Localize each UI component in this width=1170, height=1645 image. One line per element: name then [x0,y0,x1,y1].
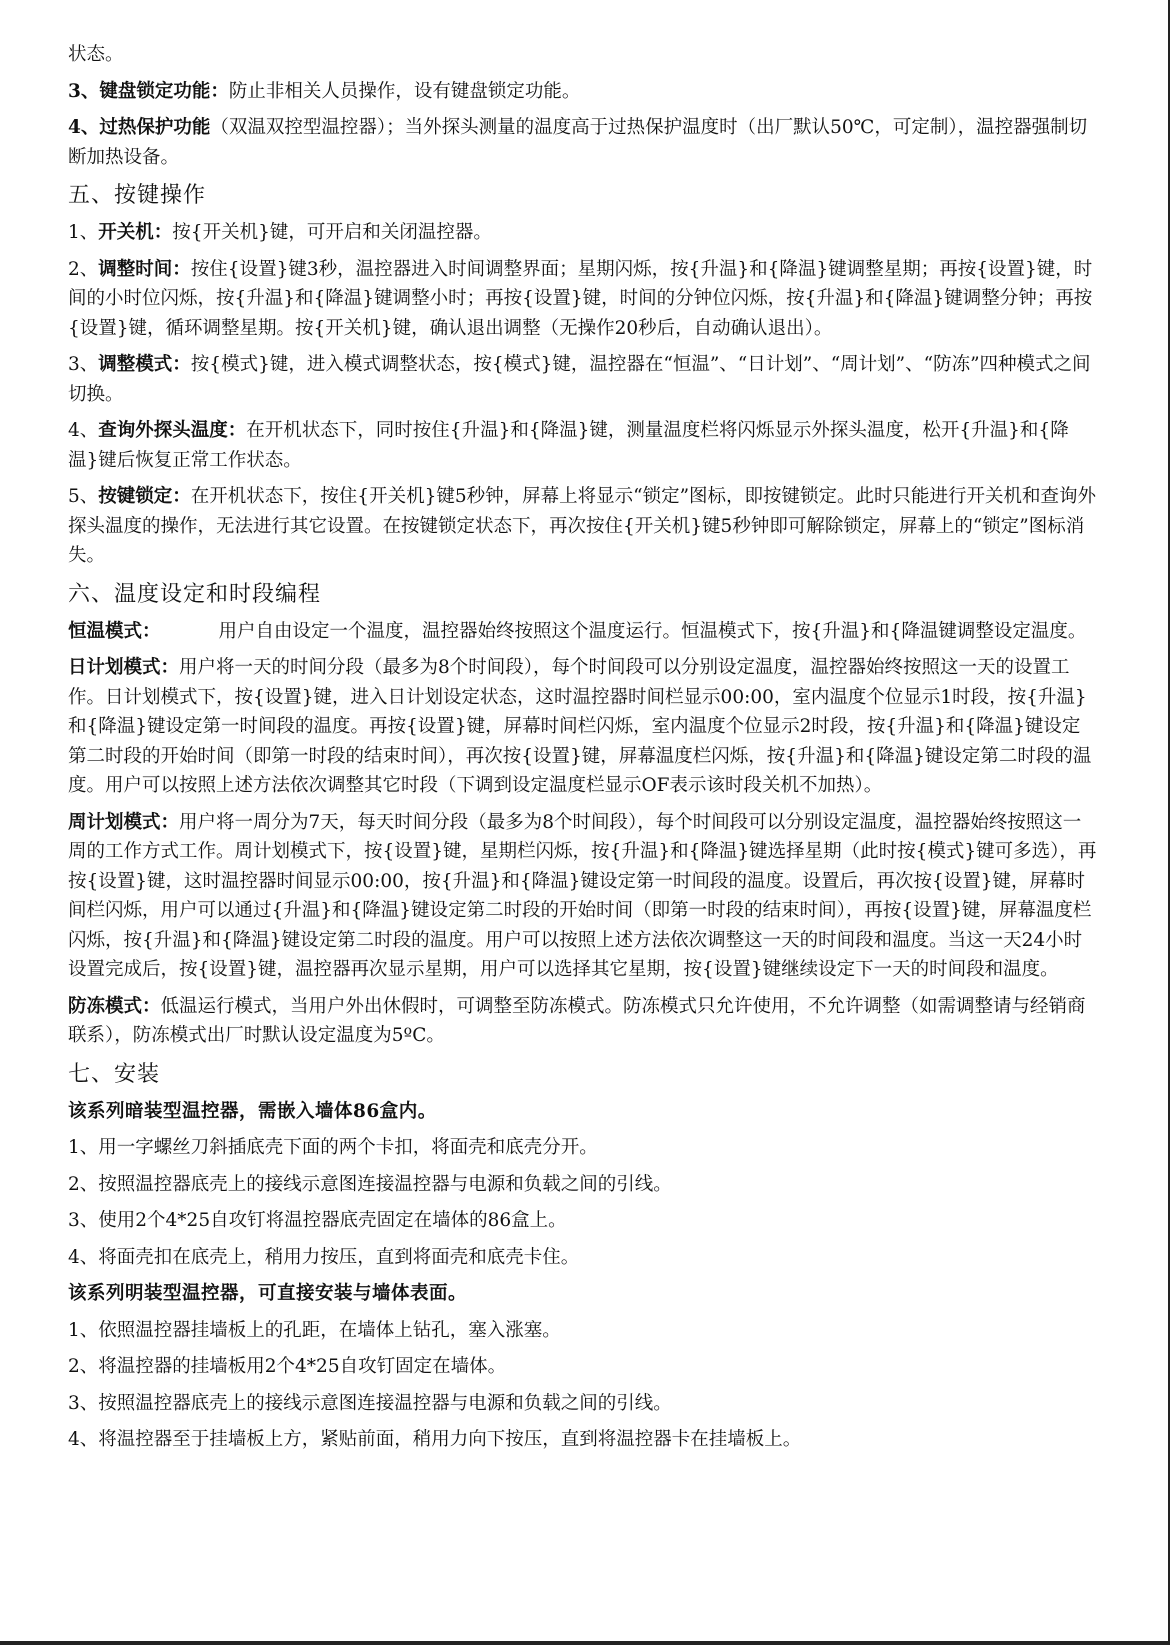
key-item-adjust-mode: 3、调整模式：按{模式}键，进入模式调整状态，按{模式}键，温控器在“恒温”、“日计划”、“周计划”、“防冻”四种模式之间切换。 [68,354,1091,405]
key-item-label: 开关机： [98,222,173,243]
subheading-surface-mount: 该系列明装型温控器，可直接安装与墙体表面。 [68,1283,468,1304]
install-step: 1、用一字螺丝刀斜插底壳下面的两个卡扣，将面壳和底壳分开。 [68,1137,598,1158]
mode-label: 防冻模式： [68,995,161,1017]
install-step: 4、将温控器至于挂墙板上方，紧贴前面，稍用力向下按压，直到将温控器卡在挂墙板上。 [68,1429,802,1450]
feature-label: 4、过热保护功能 [68,117,211,138]
key-item-adjust-time: 2、调整时间：按住{设置}键3秒，温控器进入时间调整界面；星期闪烁，按{升温}和{降温}键调整星期；再按{设置}键，时间的小时位闪烁，按{升温}和{降温}键调整小时；再按{设置}键，时间的分钟位闪烁，按{升温}和{降温}键调整分钟；再按{设置}键，循环调整星期。按{开关机}键，确认退出调整（无操作20秒后，自动确认退出）。 [68,258,1093,339]
mode-antifreeze: 防冻模式：低温运行模式，当用户外出休假时，可调整至防冻模式。防冻模式只允许使用，不允许调整（如需调整请与经销商联系），防冻模式出厂时默认设定温度为5ºC。 [68,995,1086,1046]
install-step: 2、将温控器的挂墙板用2个4*25自攻钉固定在墙体。 [68,1356,507,1377]
key-item-label: 查询外探头温度： [98,420,247,441]
page-border-bottom [0,1641,1170,1645]
install-step: 3、按照温控器底壳上的接线示意图连接温控器与电源和负载之间的引线。 [68,1392,672,1414]
key-item-power: 1、开关机：按{开关机}键，可开启和关闭温控器。 [68,222,492,243]
key-item-label: 调整模式： [98,354,191,375]
feature-text: 防止非相关人员操作，设有键盘锁定功能。 [228,80,581,102]
feature-text: （双温双控型温控器）；当外探头测量的温度高于过热保护温度时（出厂默认50℃，可定制），温控器强制切断加热设备。 [68,117,1088,168]
document-page [68,40,1098,1462]
paragraph-continuation: 状态。 [68,44,124,65]
mode-weekly-plan: 周计划模式：用户将一周分为7天，每天时间分段（最多为8个时间段），每个时间段可以分别设定温度，温控器始终按照这一周的工作方式工作。周计划模式下，按{设置}键，星期栏闪烁，按{升温}和{降温}键选择星期（此时按{模式}键可多选），再按{设置}键，这时温控器时间显示00:00，按{升温}和{降温}键设定第一时间段的温度。设置后，再次按{设置}键，屏幕时间栏闪烁，用户可以通过{升温}和{降温}键设定第二时段的开始时间（即第一时段的结束时间），再按{设置}键，屏幕温度栏闪烁，按{升温}和{降温}键设定第二时段的温度。用户可以按照上述方法依次调整这一天的时间段和温度。当这一天24小时设置完成后，按{设置}键，温控器再次显示星期，用户可以选择其它星期，按{设置}键继续设定下一天的时间段和温度。 [68,811,1097,980]
mode-daily-plan: 日计划模式：用户将一天的时间分段（最多为8个时间段），每个时间段可以分别设定温度，温控器始终按照这一天的设置工作。日计划模式下，按{设置}键，进入日计划设定状态，这时温控器时间栏显示00:00，室内温度个位显示1时段，按{升温}和{降温}键设定第一时间段的温度。再按{设置}键，屏幕时间栏闪烁，室内温度个位显示2时段，按{升温}和{降温}键设定第二时段的开始时间（即第一时段的结束时间），再次按{设置}键，屏幕温度栏闪烁，按{升温}和{降温}键设定第二时段的温度。用户可以按照上述方法依次调整其它时段（下调到设定温度栏显示OF表示该时段关机不加热）。 [68,657,1092,796]
key-item-label: 调整时间： [98,258,191,280]
mode-label: 恒温模式： [68,620,161,642]
section-heading-temperature-programming: 六、温度设定和时段编程 [68,581,322,607]
key-item-key-lock: 5、按键锁定：在开机状态下，按住{开关机}键5秒钟，屏幕上将显示“锁定”图标，即按键锁定。此时只能进行开关机和查询外探头温度的操作，无法进行其它设置。在按键锁定状态下，再次按住{开关机}键5秒钟即可解除锁定，屏幕上的“锁定”图标消失。 [68,486,1097,566]
feature-label: 3、键盘锁定功能： [68,80,229,102]
key-item-label: 按键锁定： [98,486,191,507]
section-heading-installation: 七、安装 [68,1061,161,1087]
subheading-concealed: 该系列暗装型温控器，需嵌入墙体86盒内。 [68,1100,437,1122]
mode-label: 周计划模式： [68,811,180,833]
feature-keyboard-lock [68,77,1098,107]
install-step: 2、按照温控器底壳上的接线示意图连接温控器与电源和负载之间的引线。 [68,1173,672,1195]
install-step: 3、使用2个4*25自攻钉将温控器底壳固定在墙体的86盒上。 [68,1210,567,1231]
section-heading-key-operation: 五、按键操作 [68,183,207,208]
install-step: 4、将面壳扣在底壳上，稍用力按压，直到将面壳和底壳卡住。 [68,1246,580,1268]
mode-constant: 恒温模式： 用户自由设定一个温度，温控器始终按照这个温度运行。恒温模式下，按{升温}和{降温键调整设定温度。 [68,620,1087,642]
install-step: 1、依照温控器挂墙板上的孔距，在墙体上钻孔，塞入涨塞。 [68,1319,561,1341]
feature-overheat-protection [68,113,1098,172]
key-item-query-probe: 4、查询外探头温度：在开机状态下，同时按住{升温}和{降温}键，测量温度栏将闪烁显示外探头温度，松开{升温}和{降温}键后恢复正常工作状态。 [68,420,1069,471]
mode-label: 日计划模式： [68,657,180,678]
